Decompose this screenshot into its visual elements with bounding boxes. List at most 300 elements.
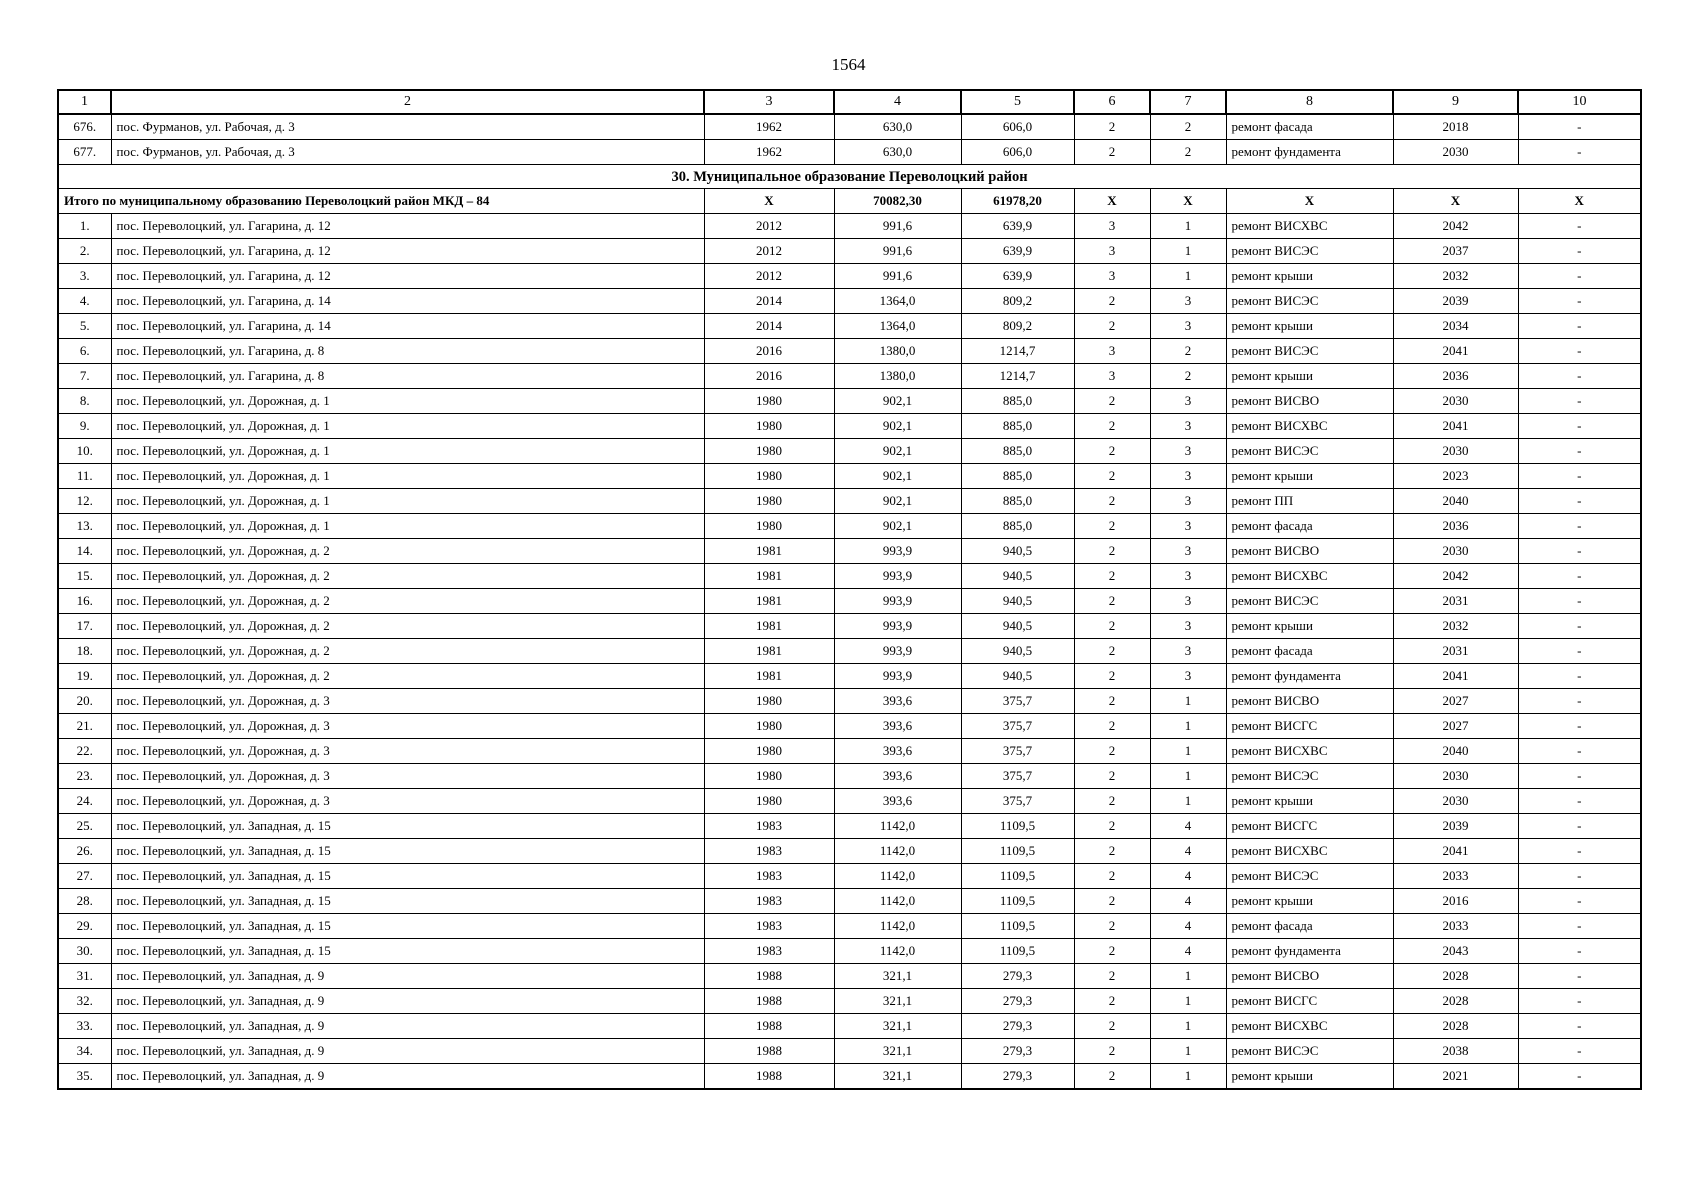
cell-note: - [1518, 389, 1641, 414]
cell-address: пос. Переволоцкий, ул. Дорожная, д. 3 [111, 739, 704, 764]
cell-work-type: ремонт ВИСВО [1226, 389, 1393, 414]
cell-year-built: 1988 [704, 1039, 834, 1064]
cell-address: пос. Переволоцкий, ул. Гагарина, д. 12 [111, 264, 704, 289]
total-cell: X [1150, 189, 1226, 214]
cell-work-type: ремонт ВИСХВС [1226, 414, 1393, 439]
cell-planned-year: 2030 [1393, 764, 1518, 789]
column-header-6: 6 [1074, 90, 1150, 114]
cell-work-type: ремонт фундамента [1226, 664, 1393, 689]
cell-planned-year: 2030 [1393, 539, 1518, 564]
cell-work-type: ремонт крыши [1226, 1064, 1393, 1090]
cell-entrances: 3 [1150, 314, 1226, 339]
cell-address: пос. Переволоцкий, ул. Западная, д. 9 [111, 1039, 704, 1064]
cell-entrances: 1 [1150, 1039, 1226, 1064]
cell-address: пос. Переволоцкий, ул. Западная, д. 15 [111, 889, 704, 914]
cell-row-number: 1. [58, 214, 111, 239]
cell-note: - [1518, 964, 1641, 989]
cell-note: - [1518, 339, 1641, 364]
cell-total-area: 393,6 [834, 764, 961, 789]
cell-planned-year: 2030 [1393, 389, 1518, 414]
cell-floors: 2 [1074, 639, 1150, 664]
cell-work-type: ремонт фасада [1226, 639, 1393, 664]
cell-total-area: 991,6 [834, 264, 961, 289]
table-row [58, 664, 1641, 689]
cell-living-area: 279,3 [961, 1039, 1074, 1064]
cell-planned-year: 2041 [1393, 664, 1518, 689]
cell-work-type: ремонт ВИСХВС [1226, 739, 1393, 764]
table-row [58, 839, 1641, 864]
table-row [58, 114, 1641, 140]
cell-total-area: 393,6 [834, 689, 961, 714]
cell-row-number: 23. [58, 764, 111, 789]
cell-row-number: 19. [58, 664, 111, 689]
cell-address: пос. Переволоцкий, ул. Дорожная, д. 3 [111, 789, 704, 814]
cell-floors: 2 [1074, 914, 1150, 939]
cell-planned-year: 2041 [1393, 839, 1518, 864]
total-label: Итого по муниципальному образованию Переволоцкий район МКД – 84 [58, 189, 704, 214]
cell-year-built: 1980 [704, 689, 834, 714]
cell-year-built: 1980 [704, 739, 834, 764]
cell-year-built: 1962 [704, 140, 834, 165]
cell-living-area: 639,9 [961, 239, 1074, 264]
cell-entrances: 2 [1150, 364, 1226, 389]
table-row [58, 814, 1641, 839]
cell-entrances: 3 [1150, 664, 1226, 689]
cell-entrances: 3 [1150, 389, 1226, 414]
cell-living-area: 940,5 [961, 539, 1074, 564]
cell-address: пос. Переволоцкий, ул. Западная, д. 15 [111, 939, 704, 964]
cell-entrances: 1 [1150, 989, 1226, 1014]
cell-entrances: 4 [1150, 839, 1226, 864]
cell-note: - [1518, 764, 1641, 789]
column-header-3: 3 [704, 90, 834, 114]
cell-floors: 2 [1074, 1039, 1150, 1064]
cell-entrances: 1 [1150, 214, 1226, 239]
cell-floors: 2 [1074, 439, 1150, 464]
cell-year-built: 1983 [704, 839, 834, 864]
cell-living-area: 1214,7 [961, 364, 1074, 389]
cell-note: - [1518, 364, 1641, 389]
cell-note: - [1518, 439, 1641, 464]
cell-note: - [1518, 639, 1641, 664]
cell-row-number: 26. [58, 839, 111, 864]
cell-total-area: 393,6 [834, 789, 961, 814]
cell-living-area: 1214,7 [961, 339, 1074, 364]
cell-planned-year: 2039 [1393, 814, 1518, 839]
cell-note: - [1518, 714, 1641, 739]
cell-entrances: 3 [1150, 589, 1226, 614]
table-row [58, 289, 1641, 314]
repair-registry-table [57, 89, 1642, 1090]
cell-floors: 2 [1074, 889, 1150, 914]
cell-entrances: 4 [1150, 864, 1226, 889]
cell-address: пос. Переволоцкий, ул. Западная, д. 15 [111, 914, 704, 939]
cell-year-built: 2016 [704, 339, 834, 364]
cell-address: пос. Переволоцкий, ул. Гагарина, д. 12 [111, 214, 704, 239]
cell-work-type: ремонт ВИСЭС [1226, 764, 1393, 789]
table-row [58, 914, 1641, 939]
cell-work-type: ремонт ВИСЭС [1226, 339, 1393, 364]
cell-planned-year: 2027 [1393, 689, 1518, 714]
cell-note: - [1518, 314, 1641, 339]
section-title-row [58, 165, 1641, 189]
cell-row-number: 28. [58, 889, 111, 914]
total-cell: X [1226, 189, 1393, 214]
total-cell: X [1074, 189, 1150, 214]
cell-row-number: 11. [58, 464, 111, 489]
cell-living-area: 606,0 [961, 140, 1074, 165]
cell-entrances: 3 [1150, 539, 1226, 564]
table-row [58, 689, 1641, 714]
cell-living-area: 375,7 [961, 739, 1074, 764]
cell-living-area: 940,5 [961, 664, 1074, 689]
table-row [58, 514, 1641, 539]
cell-living-area: 1109,5 [961, 814, 1074, 839]
cell-year-built: 1980 [704, 414, 834, 439]
table-row [58, 639, 1641, 664]
cell-address: пос. Переволоцкий, ул. Дорожная, д. 2 [111, 564, 704, 589]
cell-note: - [1518, 664, 1641, 689]
cell-year-built: 2014 [704, 289, 834, 314]
column-header-5: 5 [961, 90, 1074, 114]
cell-planned-year: 2032 [1393, 614, 1518, 639]
cell-total-area: 991,6 [834, 214, 961, 239]
cell-entrances: 3 [1150, 439, 1226, 464]
cell-living-area: 639,9 [961, 264, 1074, 289]
cell-note: - [1518, 239, 1641, 264]
cell-address: пос. Переволоцкий, ул. Дорожная, д. 2 [111, 664, 704, 689]
cell-total-area: 630,0 [834, 140, 961, 165]
cell-floors: 2 [1074, 1064, 1150, 1090]
cell-work-type: ремонт фасада [1226, 114, 1393, 140]
table-row [58, 1014, 1641, 1039]
cell-note: - [1518, 814, 1641, 839]
cell-total-area: 1364,0 [834, 289, 961, 314]
cell-note: - [1518, 514, 1641, 539]
cell-floors: 3 [1074, 264, 1150, 289]
cell-entrances: 2 [1150, 114, 1226, 140]
cell-row-number: 12. [58, 489, 111, 514]
cell-note: - [1518, 789, 1641, 814]
cell-row-number: 27. [58, 864, 111, 889]
cell-living-area: 940,5 [961, 614, 1074, 639]
column-header-4: 4 [834, 90, 961, 114]
table-body [58, 114, 1641, 1089]
cell-address: пос. Переволоцкий, ул. Дорожная, д. 1 [111, 439, 704, 464]
cell-work-type: ремонт ВИСХВС [1226, 1014, 1393, 1039]
cell-total-area: 993,9 [834, 539, 961, 564]
cell-total-area: 902,1 [834, 514, 961, 539]
cell-living-area: 639,9 [961, 214, 1074, 239]
cell-year-built: 1988 [704, 964, 834, 989]
cell-planned-year: 2036 [1393, 364, 1518, 389]
cell-note: - [1518, 739, 1641, 764]
cell-total-area: 902,1 [834, 489, 961, 514]
cell-row-number: 676. [58, 114, 111, 140]
cell-year-built: 1981 [704, 589, 834, 614]
cell-floors: 3 [1074, 339, 1150, 364]
cell-entrances: 4 [1150, 889, 1226, 914]
cell-entrances: 1 [1150, 964, 1226, 989]
cell-living-area: 279,3 [961, 989, 1074, 1014]
section-title: 30. Муниципальное образование Переволоцкий район [58, 165, 1641, 189]
cell-year-built: 1980 [704, 514, 834, 539]
cell-entrances: 1 [1150, 739, 1226, 764]
cell-total-area: 902,1 [834, 439, 961, 464]
cell-address: пос. Переволоцкий, ул. Гагарина, д. 12 [111, 239, 704, 264]
cell-address: пос. Переволоцкий, ул. Дорожная, д. 2 [111, 639, 704, 664]
table-row [58, 489, 1641, 514]
table-row [58, 589, 1641, 614]
total-cell: X [1393, 189, 1518, 214]
cell-year-built: 1981 [704, 664, 834, 689]
table-row [58, 439, 1641, 464]
cell-planned-year: 2023 [1393, 464, 1518, 489]
cell-living-area: 375,7 [961, 789, 1074, 814]
cell-note: - [1518, 464, 1641, 489]
cell-work-type: ремонт ВИСЭС [1226, 439, 1393, 464]
cell-living-area: 885,0 [961, 489, 1074, 514]
table-row [58, 1064, 1641, 1090]
cell-floors: 2 [1074, 589, 1150, 614]
cell-entrances: 2 [1150, 140, 1226, 165]
cell-work-type: ремонт ВИСЭС [1226, 239, 1393, 264]
cell-total-area: 993,9 [834, 639, 961, 664]
cell-row-number: 34. [58, 1039, 111, 1064]
cell-work-type: ремонт фундамента [1226, 140, 1393, 165]
total-cell: 61978,20 [961, 189, 1074, 214]
cell-row-number: 29. [58, 914, 111, 939]
cell-total-area: 321,1 [834, 1014, 961, 1039]
cell-entrances: 1 [1150, 764, 1226, 789]
cell-year-built: 1980 [704, 489, 834, 514]
cell-entrances: 3 [1150, 564, 1226, 589]
cell-entrances: 4 [1150, 814, 1226, 839]
cell-planned-year: 2037 [1393, 239, 1518, 264]
table-row [58, 389, 1641, 414]
cell-work-type: ремонт ВИСХВС [1226, 564, 1393, 589]
cell-planned-year: 2032 [1393, 264, 1518, 289]
total-cell: X [1518, 189, 1641, 214]
cell-row-number: 9. [58, 414, 111, 439]
cell-living-area: 1109,5 [961, 914, 1074, 939]
cell-work-type: ремонт фундамента [1226, 939, 1393, 964]
table-row [58, 939, 1641, 964]
table-row [58, 889, 1641, 914]
cell-address: пос. Переволоцкий, ул. Западная, д. 15 [111, 864, 704, 889]
cell-living-area: 809,2 [961, 314, 1074, 339]
table-row [58, 414, 1641, 439]
cell-entrances: 3 [1150, 514, 1226, 539]
cell-floors: 2 [1074, 964, 1150, 989]
cell-year-built: 2012 [704, 239, 834, 264]
cell-planned-year: 2021 [1393, 1064, 1518, 1090]
cell-living-area: 1109,5 [961, 889, 1074, 914]
cell-living-area: 1109,5 [961, 939, 1074, 964]
cell-year-built: 1981 [704, 639, 834, 664]
cell-total-area: 1142,0 [834, 889, 961, 914]
cell-planned-year: 2031 [1393, 639, 1518, 664]
cell-note: - [1518, 939, 1641, 964]
cell-row-number: 22. [58, 739, 111, 764]
cell-address: пос. Переволоцкий, ул. Западная, д. 15 [111, 814, 704, 839]
column-header-1: 1 [58, 90, 111, 114]
cell-floors: 2 [1074, 1014, 1150, 1039]
cell-row-number: 30. [58, 939, 111, 964]
table-row [58, 864, 1641, 889]
cell-living-area: 279,3 [961, 964, 1074, 989]
cell-work-type: ремонт ВИСЭС [1226, 864, 1393, 889]
table-row [58, 989, 1641, 1014]
cell-year-built: 1962 [704, 114, 834, 140]
cell-floors: 2 [1074, 289, 1150, 314]
cell-entrances: 1 [1150, 714, 1226, 739]
cell-row-number: 10. [58, 439, 111, 464]
cell-address: пос. Переволоцкий, ул. Гагарина, д. 14 [111, 314, 704, 339]
table-row [58, 714, 1641, 739]
cell-note: - [1518, 414, 1641, 439]
cell-entrances: 1 [1150, 239, 1226, 264]
cell-total-area: 993,9 [834, 564, 961, 589]
cell-floors: 2 [1074, 489, 1150, 514]
cell-note: - [1518, 214, 1641, 239]
cell-floors: 2 [1074, 614, 1150, 639]
cell-row-number: 15. [58, 564, 111, 589]
cell-living-area: 885,0 [961, 464, 1074, 489]
cell-note: - [1518, 1064, 1641, 1090]
cell-row-number: 35. [58, 1064, 111, 1090]
table-row [58, 314, 1641, 339]
cell-total-area: 393,6 [834, 714, 961, 739]
cell-year-built: 1988 [704, 1014, 834, 1039]
cell-year-built: 1980 [704, 789, 834, 814]
cell-row-number: 13. [58, 514, 111, 539]
cell-planned-year: 2039 [1393, 289, 1518, 314]
cell-total-area: 1364,0 [834, 314, 961, 339]
cell-total-area: 993,9 [834, 614, 961, 639]
cell-entrances: 1 [1150, 689, 1226, 714]
cell-living-area: 940,5 [961, 564, 1074, 589]
cell-work-type: ремонт ВИСГС [1226, 989, 1393, 1014]
cell-address: пос. Переволоцкий, ул. Гагарина, д. 8 [111, 364, 704, 389]
cell-entrances: 1 [1150, 1064, 1226, 1090]
cell-living-area: 375,7 [961, 764, 1074, 789]
cell-living-area: 279,3 [961, 1064, 1074, 1090]
cell-address: пос. Переволоцкий, ул. Дорожная, д. 2 [111, 539, 704, 564]
table-row [58, 364, 1641, 389]
cell-address: пос. Переволоцкий, ул. Дорожная, д. 1 [111, 389, 704, 414]
cell-floors: 2 [1074, 140, 1150, 165]
cell-work-type: ремонт крыши [1226, 789, 1393, 814]
cell-work-type: ремонт крыши [1226, 314, 1393, 339]
cell-note: - [1518, 989, 1641, 1014]
cell-entrances: 3 [1150, 489, 1226, 514]
cell-row-number: 17. [58, 614, 111, 639]
cell-floors: 2 [1074, 689, 1150, 714]
cell-entrances: 3 [1150, 639, 1226, 664]
cell-floors: 3 [1074, 239, 1150, 264]
table-row [58, 539, 1641, 564]
cell-total-area: 993,9 [834, 664, 961, 689]
cell-year-built: 2014 [704, 314, 834, 339]
column-number-header-row [58, 90, 1641, 114]
cell-floors: 3 [1074, 214, 1150, 239]
cell-note: - [1518, 489, 1641, 514]
cell-total-area: 393,6 [834, 739, 961, 764]
cell-row-number: 8. [58, 389, 111, 414]
cell-planned-year: 2034 [1393, 314, 1518, 339]
cell-note: - [1518, 114, 1641, 140]
cell-living-area: 940,5 [961, 639, 1074, 664]
cell-floors: 2 [1074, 414, 1150, 439]
cell-floors: 2 [1074, 864, 1150, 889]
cell-note: - [1518, 864, 1641, 889]
cell-work-type: ремонт ВИСЭС [1226, 1039, 1393, 1064]
cell-planned-year: 2030 [1393, 789, 1518, 814]
cell-planned-year: 2040 [1393, 739, 1518, 764]
cell-total-area: 1142,0 [834, 939, 961, 964]
cell-work-type: ремонт фасада [1226, 914, 1393, 939]
cell-floors: 2 [1074, 514, 1150, 539]
cell-year-built: 1981 [704, 564, 834, 589]
table-row [58, 464, 1641, 489]
cell-year-built: 2016 [704, 364, 834, 389]
cell-note: - [1518, 889, 1641, 914]
cell-note: - [1518, 264, 1641, 289]
cell-work-type: ремонт ВИСХВС [1226, 839, 1393, 864]
cell-floors: 2 [1074, 114, 1150, 140]
table-row [58, 214, 1641, 239]
cell-row-number: 25. [58, 814, 111, 839]
cell-work-type: ремонт ВИСХВС [1226, 214, 1393, 239]
table-row [58, 339, 1641, 364]
cell-total-area: 1142,0 [834, 914, 961, 939]
cell-floors: 2 [1074, 764, 1150, 789]
cell-entrances: 4 [1150, 939, 1226, 964]
cell-row-number: 5. [58, 314, 111, 339]
cell-work-type: ремонт ВИСЭС [1226, 289, 1393, 314]
cell-address: пос. Переволоцкий, ул. Западная, д. 15 [111, 839, 704, 864]
cell-total-area: 1380,0 [834, 364, 961, 389]
cell-note: - [1518, 564, 1641, 589]
cell-planned-year: 2028 [1393, 1014, 1518, 1039]
cell-total-area: 1142,0 [834, 839, 961, 864]
cell-planned-year: 2043 [1393, 939, 1518, 964]
cell-work-type: ремонт ВИСВО [1226, 689, 1393, 714]
table-row [58, 1039, 1641, 1064]
cell-address: пос. Переволоцкий, ул. Западная, д. 9 [111, 964, 704, 989]
cell-living-area: 1109,5 [961, 839, 1074, 864]
table-row [58, 739, 1641, 764]
cell-total-area: 991,6 [834, 239, 961, 264]
cell-total-area: 1142,0 [834, 864, 961, 889]
cell-row-number: 32. [58, 989, 111, 1014]
cell-floors: 2 [1074, 314, 1150, 339]
cell-planned-year: 2042 [1393, 564, 1518, 589]
page-number: 1564 [831, 55, 866, 74]
cell-entrances: 1 [1150, 264, 1226, 289]
cell-living-area: 375,7 [961, 689, 1074, 714]
cell-floors: 3 [1074, 364, 1150, 389]
cell-planned-year: 2028 [1393, 989, 1518, 1014]
cell-entrances: 3 [1150, 414, 1226, 439]
cell-planned-year: 2030 [1393, 140, 1518, 165]
cell-year-built: 1980 [704, 389, 834, 414]
cell-floors: 2 [1074, 714, 1150, 739]
cell-entrances: 3 [1150, 614, 1226, 639]
cell-year-built: 2012 [704, 264, 834, 289]
cell-note: - [1518, 614, 1641, 639]
